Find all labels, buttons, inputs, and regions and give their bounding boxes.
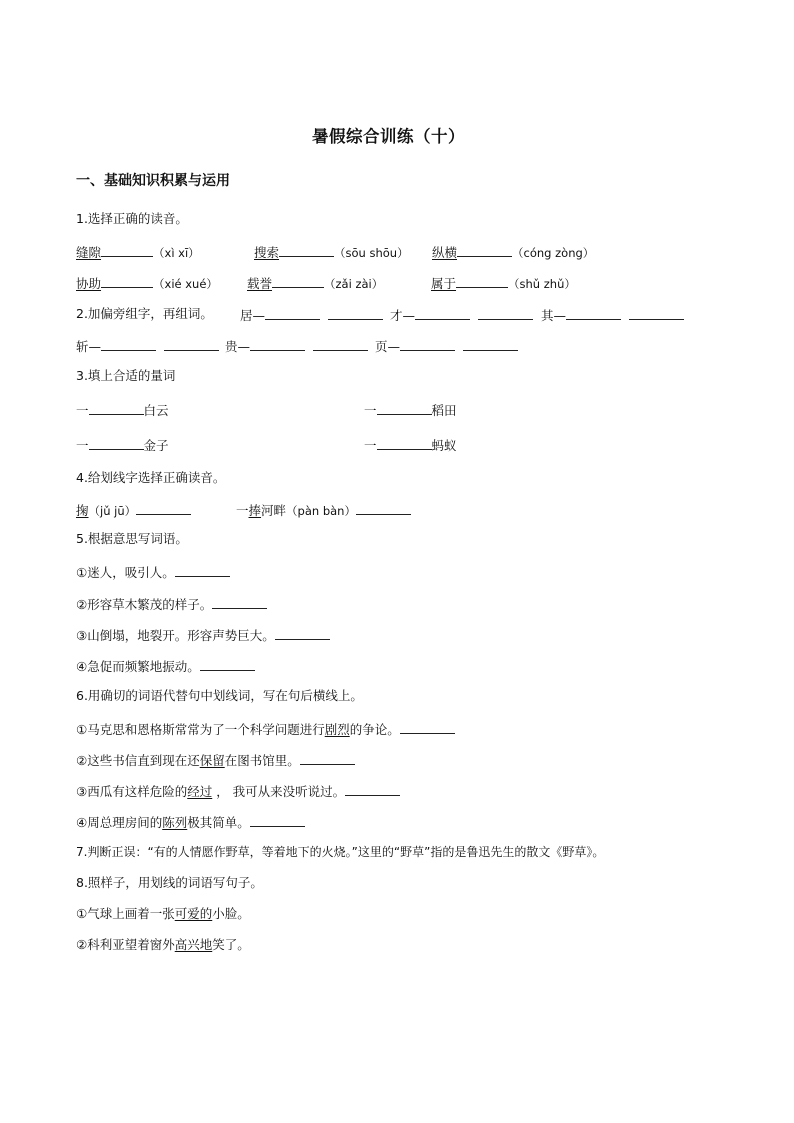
q2-item	[541, 305, 684, 325]
q1-word: 缝隙	[76, 245, 102, 260]
q1-pinyin: （xié xué）	[153, 277, 218, 291]
q6-text: ①马克思和恩格斯常常为了一个科学问题进行	[76, 722, 325, 737]
answer-blank[interactable]	[356, 500, 411, 515]
q6-item	[76, 719, 455, 739]
q6-text: ②这些书信直到现在还	[76, 753, 200, 768]
answer-blank[interactable]	[566, 305, 621, 320]
q2-item	[240, 305, 383, 325]
q2-char: 页—	[375, 339, 401, 354]
answer-blank[interactable]	[457, 242, 512, 257]
q6-underlined-word: 经过	[187, 784, 213, 799]
q2-char: 其—	[541, 308, 567, 323]
q1-item	[254, 242, 409, 262]
q6-underlined-word: 保留	[199, 753, 225, 768]
q8-text: 笑了。	[212, 937, 250, 952]
answer-blank[interactable]	[478, 305, 533, 320]
answer-blank[interactable]	[300, 750, 355, 765]
q6-item	[76, 781, 400, 801]
q6-text: ， 我可从来没听说过。	[212, 784, 346, 799]
q1-item	[76, 242, 200, 262]
q1-word: 协助	[76, 276, 102, 291]
q5-text: ④急促而频繁地振动。	[76, 659, 200, 674]
question-6-stem: 6.用确切的词语代替句中划线词，写在句后横线上。	[76, 688, 363, 703]
q1-word: 纵横	[432, 245, 458, 260]
answer-blank[interactable]	[164, 336, 219, 351]
q3-prefix: 一	[364, 438, 377, 453]
q8-text: 小脸。	[212, 906, 250, 921]
q8-item	[76, 936, 250, 954]
answer-blank[interactable]	[400, 719, 455, 734]
answer-blank[interactable]	[101, 242, 153, 257]
q3-item	[364, 435, 457, 455]
q4-pinyin: （pàn bàn）	[286, 504, 356, 518]
q4-item	[76, 500, 191, 520]
q5-item	[76, 562, 230, 582]
q3-suffix: 金子	[143, 438, 169, 453]
q2-char: 斩—	[76, 339, 102, 354]
q2-item	[375, 336, 518, 356]
q2-char: 贵—	[225, 339, 251, 354]
q6-text: 的争论。	[349, 722, 400, 737]
question-1-stem: 1.选择正确的读音。	[76, 211, 188, 226]
answer-blank[interactable]	[200, 656, 255, 671]
answer-blank[interactable]	[89, 400, 144, 415]
q3-suffix: 稻田	[431, 403, 457, 418]
answer-blank[interactable]	[212, 594, 267, 609]
q5-text: ③山倒塌，地裂开。形容声势巨大。	[76, 628, 275, 643]
q1-pinyin: （sōu shōu）	[334, 246, 409, 260]
q4-prefix: 一	[236, 503, 249, 518]
q6-underlined-word: 陈列	[162, 815, 188, 830]
question-3-stem: 3.填上合适的量词	[76, 368, 176, 383]
answer-blank[interactable]	[463, 336, 518, 351]
q5-item	[76, 625, 330, 645]
q6-item	[76, 750, 355, 770]
answer-blank[interactable]	[629, 305, 684, 320]
page-title: 暑假综合训练（十）	[312, 127, 465, 146]
answer-blank[interactable]	[377, 400, 432, 415]
q8-text: ①气球上画着一张	[76, 906, 175, 921]
question-2-stem: 2.加偏旁组字，再组词。	[76, 306, 213, 321]
q5-item	[76, 656, 255, 676]
q3-prefix: 一	[76, 403, 89, 418]
q3-prefix: 一	[364, 403, 377, 418]
answer-blank[interactable]	[250, 336, 305, 351]
answer-blank[interactable]	[400, 336, 455, 351]
question-7-stem: 7.判断正误：“有的人情愿作野草，等着地下的火烧。”这里的“野草”指的是鲁迅先生的散文《野草》。	[76, 845, 605, 859]
answer-blank[interactable]	[415, 305, 470, 320]
q6-text: 极其简单。	[187, 815, 250, 830]
q5-text: ②形容草木繁茂的样子。	[76, 597, 213, 612]
q1-word: 搜索	[254, 245, 280, 260]
q8-item	[76, 905, 250, 923]
answer-blank[interactable]	[175, 562, 230, 577]
q6-underlined-word: 剧烈	[324, 722, 350, 737]
q1-word: 属于	[431, 276, 457, 291]
q6-text: ④周总理房间的	[76, 815, 163, 830]
q1-pinyin: （xì xī）	[153, 246, 200, 260]
q1-pinyin: （shǔ zhǔ）	[508, 277, 576, 291]
q4-char: 捧	[248, 503, 262, 518]
q2-char: 才—	[390, 308, 416, 323]
q4-char: 掬	[76, 503, 89, 518]
q8-text: ②科利亚望着窗外	[76, 937, 175, 952]
q2-char: 居—	[240, 308, 266, 323]
answer-blank[interactable]	[313, 336, 368, 351]
q2-item	[76, 336, 219, 356]
q1-pinyin: （cóng zòng）	[512, 246, 595, 260]
answer-blank[interactable]	[275, 625, 330, 640]
q1-pinyin: （zǎi zài）	[324, 277, 384, 291]
q3-item	[76, 435, 169, 455]
q6-item	[76, 812, 305, 832]
q3-item	[76, 400, 169, 420]
q6-text: ③西瓜有这样危险的	[76, 784, 188, 799]
answer-blank[interactable]	[89, 435, 144, 450]
answer-blank[interactable]	[101, 273, 153, 288]
q6-text: 在图书馆里。	[224, 753, 300, 768]
section-heading: 一、基础知识积累与运用	[76, 173, 230, 189]
q1-item	[431, 273, 576, 293]
answer-blank[interactable]	[279, 242, 334, 257]
answer-blank[interactable]	[456, 273, 508, 288]
q4-word: 河畔	[261, 503, 287, 518]
answer-blank[interactable]	[136, 500, 191, 515]
q4-item	[236, 500, 411, 520]
answer-blank[interactable]	[328, 305, 383, 320]
q8-underlined-word: 可爱的	[174, 906, 213, 921]
q2-item	[225, 336, 368, 356]
q5-item	[76, 594, 267, 614]
answer-blank[interactable]	[265, 305, 320, 320]
q3-suffix: 蚂蚁	[431, 438, 457, 453]
answer-blank[interactable]	[250, 812, 305, 827]
question-4-stem: 4.给划线字选择正确读音。	[76, 470, 226, 485]
q5-text: ①迷人，吸引人。	[76, 565, 175, 580]
q3-prefix: 一	[76, 438, 89, 453]
q1-word: 载誉	[247, 276, 273, 291]
question-8-stem: 8.照样子，用划线的词语写句子。	[76, 875, 263, 890]
q4-pinyin: （jǔ jū）	[88, 504, 137, 518]
answer-blank[interactable]	[101, 336, 156, 351]
answer-blank[interactable]	[272, 273, 324, 288]
q1-item	[247, 273, 383, 293]
q1-item	[76, 273, 218, 293]
q8-underlined-word: 高兴地	[174, 937, 213, 952]
answer-blank[interactable]	[377, 435, 432, 450]
question-5-stem: 5.根据意思写词语。	[76, 531, 188, 546]
q3-suffix: 白云	[143, 403, 169, 418]
answer-blank[interactable]	[345, 781, 400, 796]
q3-item	[364, 400, 457, 420]
q1-item	[432, 242, 594, 262]
q2-item	[390, 305, 533, 325]
